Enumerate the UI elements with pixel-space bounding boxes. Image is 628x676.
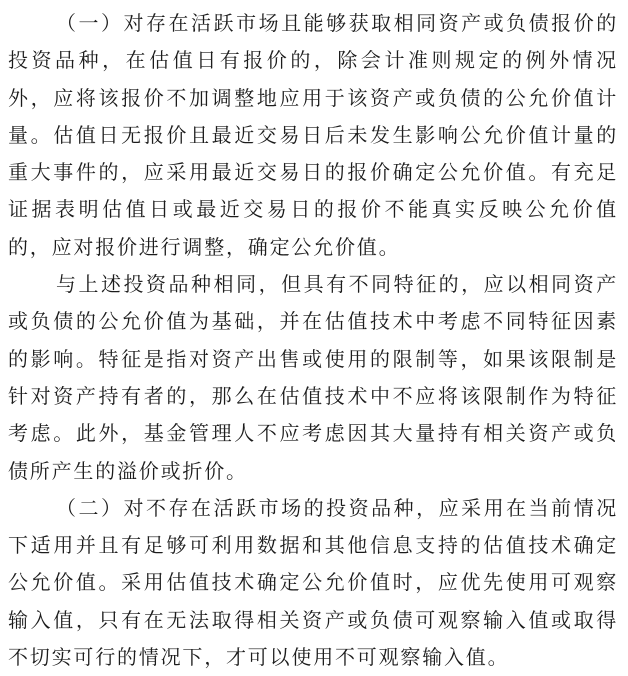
paragraph-item-1: （一）对存在活跃市场且能够获取相同资产或负债报价的投资品种，在估值日有报价的，除会计准则规定的例外情况外，应将该报价不加调整地应用于该资产或负债的公允价值计量。估值日无报价且最近交易日后未发生影响公允价值计量的重大事件的，应采用最近交易日的报价确定公允价值。有充足证据表明估值日或最近交易日的报价不能真实反映公允价值的，应对报价进行调整，确定公允价值。 xyxy=(8,11,618,259)
paragraph-item-2: 与上述投资品种相同，但具有不同特征的，应以相同资产或负债的公允价值为基础，并在估值技术中考虑不同特征因素的影响。特征是指对资产出售或使用的限制等，如果该限制是针对资产持有者的，那么在估值技术中不应将该限制作为特征考虑。此外，基金管理人不应考虑因其大量持有相关资产或负债所产生的溢价或折价。 xyxy=(8,272,618,483)
paragraph-item-3: （二）对不存在活跃市场的投资品种，应采用在当前情况下适用并且有足够可利用数据和其他信息支持的估值技术确定公允价值。采用估值技术确定公允价值时，应优先使用可观察输入值，只有在无法取得相关资产或负债可观察输入值或取得不切实可行的情况下，才可以使用不可观察输入值。 xyxy=(8,495,618,670)
